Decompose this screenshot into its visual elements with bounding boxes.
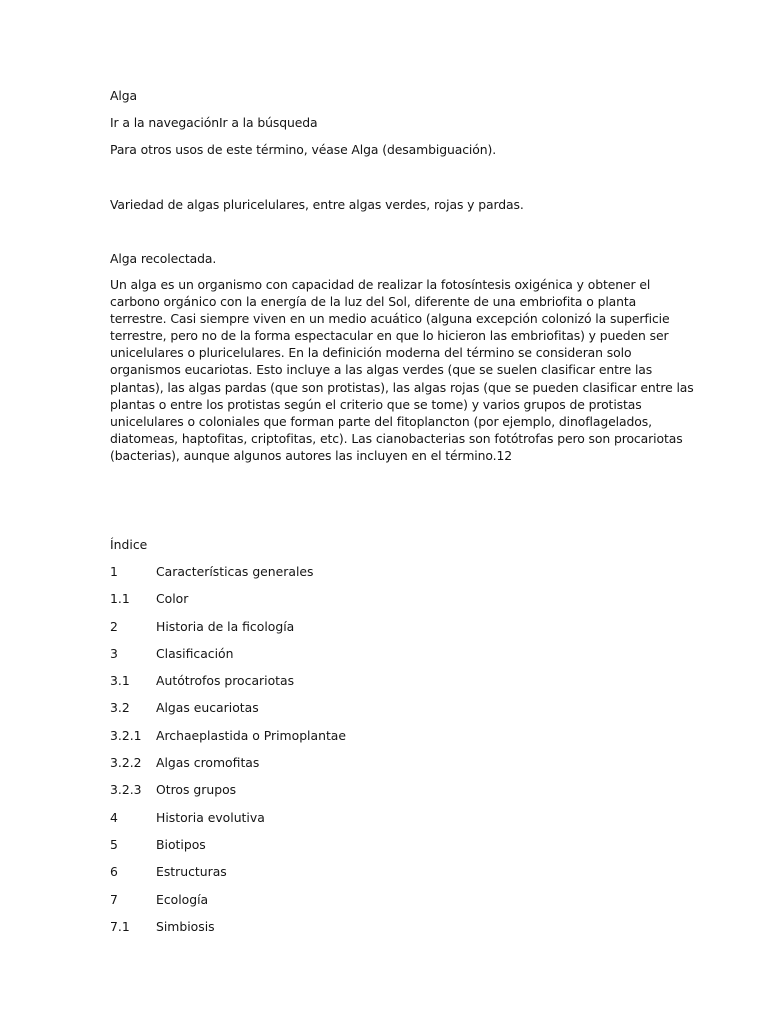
toc-item-number: 3.1 [110,673,130,689]
disambiguation-note: Para otros usos de este término, véase Alga (desambiguación). [110,142,497,157]
toc-item [110,918,610,945]
toc-item-number: 1.1 [110,591,130,607]
image-caption-algae-variety: Variedad de algas pluricelulares, entre algas verdes, rojas y pardas. [110,197,524,212]
toc-item-number: 3.2 [110,700,130,716]
toc-item-label: Ecología [156,891,209,907]
toc-item-number: 5 [110,836,118,852]
toc-item [110,672,610,699]
toc-item-label: Biotipos [156,836,206,852]
intro-line: unicelulares o coloniales que forman parte del fitoplancton (por ejemplo, dinoflagelados, [110,413,652,429]
toc-item [110,618,610,645]
toc-item [110,809,610,836]
toc-item-number: 3.2.3 [110,782,142,798]
toc-item-label: Algas cromofitas [156,755,260,771]
toc-item-label: Historia evolutiva [156,809,265,825]
toc-item [110,590,610,617]
image-caption-collected-alga: Alga recolectada. [110,251,217,266]
toc-item-number: 3.2.1 [110,727,142,743]
toc-item [110,699,610,726]
toc-item-number: 1 [110,564,118,579]
toc-title: Índice [110,537,148,552]
toc-item [110,863,610,890]
intro-line: terrestre, pero no de la forma espectacular en que lo hicieron las embriofitas) y pueden ser [110,328,669,344]
toc-item-number: 2 [110,618,118,634]
toc-item [110,836,610,863]
toc-item-number: 7.1 [110,918,130,934]
toc-item-label: Simbiosis [156,918,215,934]
intro-line: (bacterias), aunque algunos autores las incluyen en el término.12 [110,447,513,463]
intro-line: unicelulares o pluricelulares. En la definición moderna del término se consideran solo [110,345,632,361]
toc-item-number: 3.2.2 [110,755,142,771]
toc-item-label: Algas eucariotas [156,700,259,716]
intro-line: carbono orgánico con la energía de la luz del Sol, diferente de una embriofita o planta [110,294,637,310]
toc-item [110,727,610,754]
nav-links-text: Ir a la navegaciónIr a la búsqueda [110,115,318,130]
intro-line: diatomeas, haptofitas, criptofitas, etc). Las cianobacterias son fotótrofas pero son procariotas [110,430,683,446]
intro-line: plantas), las algas pardas (que son protistas), las algas rojas (que se pueden clasificar entre las [110,379,694,395]
toc-item [110,645,610,672]
toc-item-number: 3 [110,645,118,661]
toc-item-label: Clasificación [156,645,234,661]
toc-item-label: Estructuras [156,864,227,880]
toc-item-label: Características generales [156,564,314,579]
intro-line: terrestre. Casi siempre viven en un medio acuático (alguna excepción colonizó la superficie [110,311,670,327]
toc-item-label: Archaeplastida o Primoplantae [156,727,347,743]
document-title: Alga [110,88,137,103]
toc-item-label: Historia de la ficología [156,618,295,634]
toc-item-number: 4 [110,809,118,825]
toc-item [110,781,610,808]
intro-paragraph [110,276,694,464]
intro-line: organismos eucariotas. Esto incluye a las algas verdes (que se suelen clasificar entre las [110,362,653,378]
toc-item-label: Otros grupos [156,782,237,798]
toc-item [110,563,610,590]
toc-item-number: 6 [110,864,118,880]
toc-item-number: 7 [110,891,118,907]
toc-item-label: Autótrofos procariotas [156,673,295,689]
toc-item [110,891,610,918]
toc-item [110,754,610,781]
toc-item-label: Color [156,591,189,607]
intro-line: Un alga es un organismo con capacidad de realizar la fotosíntesis oxigénica y obtener el [110,277,651,292]
intro-line: plantas o entre los protistas según el criterio que se tome) y varios grupos de protistas [110,396,642,412]
table-of-contents [110,563,610,945]
